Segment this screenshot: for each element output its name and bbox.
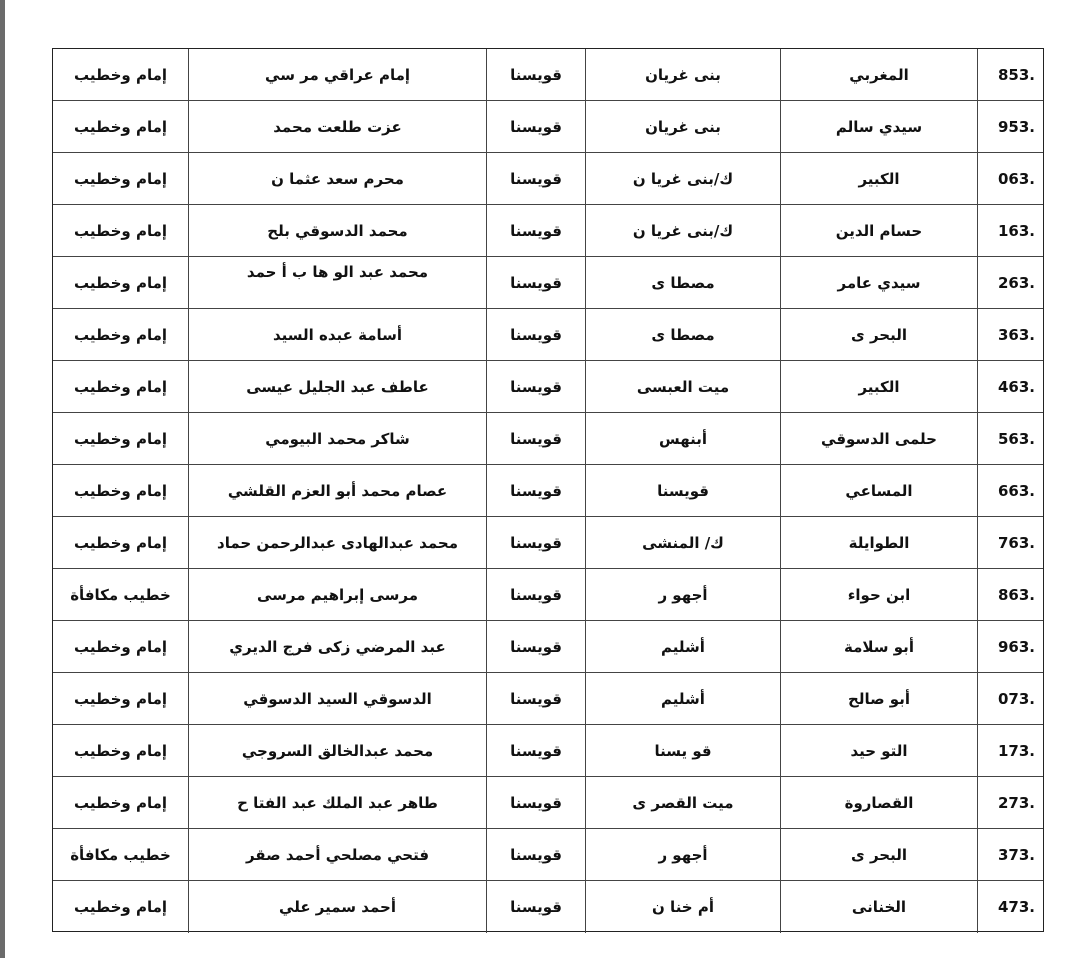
mosque-name: البحر ى xyxy=(851,325,908,344)
center-name-cell xyxy=(486,777,585,828)
row-number-cell xyxy=(977,309,1043,360)
person-name-cell xyxy=(188,153,486,204)
center-name: قويسنا xyxy=(510,637,562,656)
job-title-cell xyxy=(53,881,188,933)
row-number-cell xyxy=(977,517,1043,568)
mosque-name: سيدي عامر xyxy=(837,273,921,292)
mosque-name-cell xyxy=(780,673,977,724)
row-number: 663. xyxy=(997,481,1035,500)
village-name: ميت القصر ى xyxy=(632,793,734,812)
center-name-cell xyxy=(486,153,585,204)
mosque-name: الكبير xyxy=(858,169,900,188)
village-name: قويسنا xyxy=(657,481,709,500)
person-name-cell xyxy=(188,673,486,724)
table-row xyxy=(53,517,1043,569)
job-title-cell xyxy=(53,777,188,828)
village-name: أشليم xyxy=(661,637,705,656)
village-name-cell xyxy=(585,413,780,464)
row-number: 363. xyxy=(997,325,1035,344)
center-name: قويسنا xyxy=(510,273,562,292)
center-name: قويسنا xyxy=(510,898,562,916)
job-title-cell xyxy=(53,569,188,620)
center-name: قويسنا xyxy=(510,741,562,760)
mosque-name-cell xyxy=(780,725,977,776)
person-name: عصام محمد أبو العزم القلشي xyxy=(227,481,448,500)
table-row xyxy=(53,465,1043,517)
table-row xyxy=(53,673,1043,725)
job-title: إمام وخطيب xyxy=(73,325,168,344)
row-number: 163. xyxy=(997,221,1035,240)
job-title: إمام وخطيب xyxy=(73,429,168,448)
mosque-name-cell xyxy=(780,881,977,933)
table-row xyxy=(53,361,1043,413)
person-name-cell xyxy=(188,881,486,933)
person-name: عبد المرضي زكى فرج الديري xyxy=(229,637,446,656)
center-name-cell xyxy=(486,881,585,933)
row-number-cell xyxy=(977,777,1043,828)
row-number-cell xyxy=(977,569,1043,620)
mosque-name-cell xyxy=(780,413,977,464)
row-number: 173. xyxy=(997,741,1035,760)
person-name: طاهر عبد الملك عبد الفتا ح xyxy=(237,793,438,812)
center-name-cell xyxy=(486,101,585,152)
center-name: قويسنا xyxy=(510,221,562,240)
village-name-cell xyxy=(585,309,780,360)
center-name: قويسنا xyxy=(510,117,562,136)
mosque-name: الخنانى xyxy=(851,898,907,916)
row-number: 863. xyxy=(997,585,1035,604)
mosque-name: المغربي xyxy=(849,65,909,84)
person-name-cell xyxy=(188,49,486,100)
mosque-name-cell xyxy=(780,153,977,204)
center-name: قويسنا xyxy=(510,481,562,500)
job-title: إمام وخطيب xyxy=(73,273,168,292)
village-name: أشليم xyxy=(661,689,705,708)
village-name-cell xyxy=(585,569,780,620)
job-title-cell xyxy=(53,49,188,100)
row-number-cell xyxy=(977,413,1043,464)
mosque-name: الطوايلة xyxy=(848,533,910,552)
person-name-cell xyxy=(188,725,486,776)
village-name-cell xyxy=(585,517,780,568)
village-name-cell xyxy=(585,101,780,152)
mosque-name: أبو صالح xyxy=(848,689,910,708)
mosque-name-cell xyxy=(780,101,977,152)
center-name: قويسنا xyxy=(510,585,562,604)
village-name: بنى غريان xyxy=(645,117,721,136)
job-title: إمام وخطيب xyxy=(73,377,168,396)
center-name: قويسنا xyxy=(510,533,562,552)
mosque-name: حلمى الدسوقي xyxy=(821,429,937,448)
village-name: أبنهس xyxy=(659,429,708,448)
mosque-name-cell xyxy=(780,465,977,516)
row-number-cell xyxy=(977,725,1043,776)
mosque-name-cell xyxy=(780,205,977,256)
person-name: إمام عراقي مر سي xyxy=(265,65,410,84)
table-row xyxy=(53,413,1043,465)
left-border-strip xyxy=(0,0,5,958)
job-title-cell xyxy=(53,621,188,672)
person-name-cell xyxy=(188,413,486,464)
person-name: شاكر محمد البيومي xyxy=(265,429,410,448)
table-row xyxy=(53,153,1043,205)
person-name-cell xyxy=(188,621,486,672)
row-number-cell xyxy=(977,205,1043,256)
job-title-cell xyxy=(53,153,188,204)
center-name-cell xyxy=(486,309,585,360)
table-row xyxy=(53,309,1043,361)
village-name-cell xyxy=(585,361,780,412)
center-name: قويسنا xyxy=(510,377,562,396)
person-name: فتحي مصلحي أحمد صقر xyxy=(245,845,430,864)
job-title: إمام وخطيب xyxy=(73,741,168,760)
mosque-name-cell xyxy=(780,621,977,672)
mosque-name: الكبير xyxy=(858,377,900,396)
mosque-name-cell xyxy=(780,777,977,828)
person-name-cell xyxy=(188,777,486,828)
table-row xyxy=(53,777,1043,829)
person-name-cell xyxy=(188,309,486,360)
person-name-cell xyxy=(188,257,486,308)
center-name-cell xyxy=(486,517,585,568)
mosque-name-cell xyxy=(780,49,977,100)
job-title: خطيب مكافأة xyxy=(70,585,171,604)
person-name-cell xyxy=(188,829,486,880)
row-number-cell xyxy=(977,465,1043,516)
village-name: مصطا ى xyxy=(651,273,715,292)
person-name: محمد عبدالهادى عبدالرحمن حماد xyxy=(217,533,458,552)
job-title: إمام وخطيب xyxy=(73,533,168,552)
person-name: عزت طلعت محمد xyxy=(273,117,402,136)
village-name: أم خنا ن xyxy=(652,898,714,916)
village-name-cell xyxy=(585,881,780,933)
village-name: قو يسنا xyxy=(654,741,712,760)
job-title-cell xyxy=(53,257,188,308)
center-name-cell xyxy=(486,465,585,516)
table-row xyxy=(53,101,1043,153)
row-number-cell xyxy=(977,673,1043,724)
mosque-name-cell xyxy=(780,361,977,412)
center-name-cell xyxy=(486,621,585,672)
job-title: إمام وخطيب xyxy=(73,689,168,708)
center-name-cell xyxy=(486,361,585,412)
row-number: 853. xyxy=(997,65,1035,84)
village-name-cell xyxy=(585,153,780,204)
mosque-name: أبو سلامة xyxy=(844,637,914,656)
person-name: مرسى إبراهيم مرسى xyxy=(256,585,419,604)
table-row xyxy=(53,569,1043,621)
row-number: 563. xyxy=(997,429,1035,448)
job-title: إمام وخطيب xyxy=(73,65,168,84)
job-title-cell xyxy=(53,205,188,256)
mosque-name: حسام الدين xyxy=(835,221,923,240)
center-name-cell xyxy=(486,569,585,620)
village-name: ك/ المنشى xyxy=(642,533,724,552)
village-name: أجهو ر xyxy=(658,845,708,864)
center-name: قويسنا xyxy=(510,793,562,812)
center-name-cell xyxy=(486,205,585,256)
person-name-cell xyxy=(188,101,486,152)
village-name-cell xyxy=(585,257,780,308)
row-number-cell xyxy=(977,881,1043,933)
row-number: 073. xyxy=(997,689,1035,708)
village-name-cell xyxy=(585,777,780,828)
row-number: 373. xyxy=(997,845,1035,864)
row-number-cell xyxy=(977,829,1043,880)
center-name: قويسنا xyxy=(510,845,562,864)
person-name: محمد الدسوقي بلح xyxy=(267,221,408,240)
center-name-cell xyxy=(486,257,585,308)
village-name: ميت العبسى xyxy=(636,377,730,396)
mosque-name: البحر ى xyxy=(851,845,908,864)
job-title-cell xyxy=(53,725,188,776)
row-number: 273. xyxy=(997,793,1035,812)
table-row xyxy=(53,881,1043,933)
mosque-name: القصاروة xyxy=(844,793,914,812)
mosque-name-cell xyxy=(780,829,977,880)
person-name-cell xyxy=(188,361,486,412)
village-name-cell xyxy=(585,49,780,100)
job-title: إمام وخطيب xyxy=(73,169,168,188)
person-name-cell xyxy=(188,465,486,516)
person-name: محمد عبدالخالق السروجي xyxy=(241,741,434,760)
job-title: إمام وخطيب xyxy=(73,637,168,656)
village-name: مصطا ى xyxy=(651,325,715,344)
village-name-cell xyxy=(585,205,780,256)
job-title: إمام وخطيب xyxy=(73,117,168,136)
person-name: محرم سعد عثما ن xyxy=(271,169,404,188)
row-number-cell xyxy=(977,49,1043,100)
job-title: إمام وخطيب xyxy=(73,793,168,812)
row-number-cell xyxy=(977,101,1043,152)
row-number: 963. xyxy=(997,637,1035,656)
row-number: 473. xyxy=(997,898,1035,916)
job-title-cell xyxy=(53,673,188,724)
village-name-cell xyxy=(585,465,780,516)
person-name: الدسوقي السيد الدسوقي xyxy=(243,689,432,708)
village-name: بنى غريان xyxy=(645,65,721,84)
mosque-name-cell xyxy=(780,309,977,360)
center-name-cell xyxy=(486,673,585,724)
table-row xyxy=(53,725,1043,777)
table-row xyxy=(53,49,1043,101)
mosque-name: المساعي xyxy=(845,481,913,500)
village-name-cell xyxy=(585,725,780,776)
person-name-cell xyxy=(188,517,486,568)
mosque-name-cell xyxy=(780,257,977,308)
village-name-cell xyxy=(585,621,780,672)
person-name: محمد عبد الو ها ب أ حمد xyxy=(246,263,429,281)
center-name-cell xyxy=(486,49,585,100)
center-name: قويسنا xyxy=(510,325,562,344)
center-name: قويسنا xyxy=(510,429,562,448)
table-row xyxy=(53,205,1043,257)
mosque-name: التو حيد xyxy=(850,741,908,760)
row-number: 263. xyxy=(997,273,1035,292)
job-title: إمام وخطيب xyxy=(73,898,168,916)
job-title: إمام وخطيب xyxy=(73,481,168,500)
person-name: أسامة عبده السيد xyxy=(272,325,403,344)
row-number-cell xyxy=(977,153,1043,204)
job-title-cell xyxy=(53,829,188,880)
village-name-cell xyxy=(585,829,780,880)
mosque-name: ابن حواء xyxy=(847,585,911,604)
person-name: أحمد سمير علي xyxy=(279,898,396,916)
assignments-table xyxy=(52,48,1044,932)
person-name: عاطف عبد الجليل عيسى xyxy=(246,377,429,396)
center-name-cell xyxy=(486,725,585,776)
person-name-cell xyxy=(188,569,486,620)
job-title-cell xyxy=(53,413,188,464)
center-name-cell xyxy=(486,413,585,464)
row-number: 953. xyxy=(997,117,1035,136)
row-number-cell xyxy=(977,361,1043,412)
village-name: أجهو ر xyxy=(658,585,708,604)
table-row xyxy=(53,257,1043,309)
table-row xyxy=(53,829,1043,881)
job-title-cell xyxy=(53,517,188,568)
job-title-cell xyxy=(53,361,188,412)
village-name-cell xyxy=(585,673,780,724)
center-name: قويسنا xyxy=(510,689,562,708)
row-number: 463. xyxy=(997,377,1035,396)
center-name: قويسنا xyxy=(510,169,562,188)
mosque-name: سيدي سالم xyxy=(835,117,923,136)
mosque-name-cell xyxy=(780,517,977,568)
job-title-cell xyxy=(53,101,188,152)
job-title: إمام وخطيب xyxy=(73,221,168,240)
village-name: ك/بنى غريا ن xyxy=(632,221,734,240)
row-number-cell xyxy=(977,621,1043,672)
row-number: 763. xyxy=(997,533,1035,552)
table-row xyxy=(53,621,1043,673)
job-title: خطيب مكافأة xyxy=(70,845,171,864)
job-title-cell xyxy=(53,309,188,360)
mosque-name-cell xyxy=(780,569,977,620)
center-name: قويسنا xyxy=(510,65,562,84)
row-number: 063. xyxy=(997,169,1035,188)
job-title-cell xyxy=(53,465,188,516)
person-name-cell xyxy=(188,205,486,256)
row-number-cell xyxy=(977,257,1043,308)
center-name-cell xyxy=(486,829,585,880)
village-name: ك/بنى غريا ن xyxy=(632,169,734,188)
